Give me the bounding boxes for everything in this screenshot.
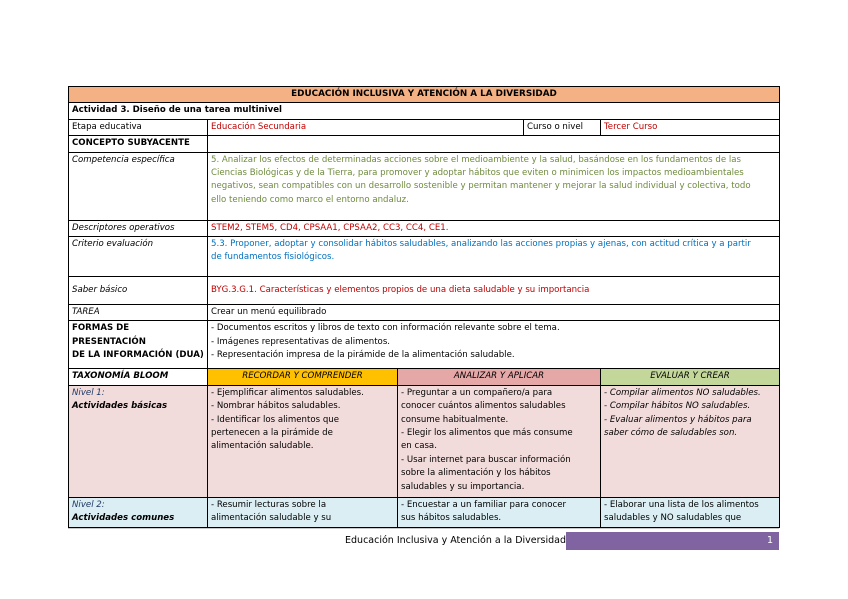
level1-row (69, 385, 780, 497)
col-header-analyze: ANALIZAR Y APLICAR (398, 369, 601, 385)
level2-col3 (601, 497, 780, 527)
activity-table (68, 86, 780, 528)
taxonomy-header-row (69, 369, 780, 385)
concept-row (69, 136, 780, 152)
level1-col1-line: alimentación saludable. (211, 441, 314, 452)
level1-col1-line: pertenecen a la pirámide de (211, 428, 333, 439)
footer-text: Educación Inclusiva y Atención a la Diversidad (345, 535, 566, 546)
descriptors-label: Descriptores operativos (69, 220, 208, 236)
level1-sub: Actividades básicas (72, 401, 168, 412)
level2-col2-line: sus hábitos saludables. (401, 513, 502, 524)
level1-col2-line: - Elegir los alimentos que más consume (401, 428, 573, 439)
level1-col1-line: - Identificar los alimentos que (211, 414, 340, 425)
competence-line: negativos, sean compatibles con un desarrollo sostenible y permitan mantener y mejorar la salud individual y colectiva, todo (211, 181, 751, 192)
level2-col1-line: alimentación saludable y su (211, 513, 332, 524)
competence-line: ello teniendo como marco el entorno andaluz. (211, 194, 409, 205)
descriptors-value: STEM2, STEM5, CD4, CPSAA1, CPSAA2, CC3, CC4, CE1. (208, 220, 780, 236)
table-title: EDUCACIÓN INCLUSIVA Y ATENCIÓN A LA DIVERSIDAD (69, 87, 780, 103)
stage-value: Educación Secundaria (208, 119, 524, 135)
level1-col3-line: - Compilar hábitos NO saludables. (604, 401, 751, 412)
footer-divider (68, 528, 779, 529)
formats-line: - Imágenes representativas de alimentos. (211, 336, 391, 347)
formats-value (208, 321, 780, 369)
criterion-label: Criterio evaluación (69, 237, 208, 277)
level1-col2-line: saludables y su importancia. (401, 481, 525, 492)
level2-col2-line: - Encuestar a un familiar para conocer (401, 499, 567, 510)
knowledge-label: Saber básico (69, 277, 208, 305)
level2-col3-line: - Elaborar una lista de los alimentos (604, 499, 759, 510)
level2-col1-line: - Resumir lecturas sobre la (211, 499, 327, 510)
formats-label (69, 321, 208, 369)
knowledge-value: BYG.3.G.1. Características y elementos propios de una dieta saludable y su importancia (208, 277, 780, 305)
level1-col1-line: - Nombrar hábitos saludables. (211, 401, 341, 412)
competence-line: Ciencias Biológicas y de la Tierra, para promover y adoptar hábitos que eviten o minimicen los impactos medioambientales (211, 168, 744, 179)
level1-col3-line: - Compilar alimentos NO saludables. (604, 387, 761, 398)
formats-row (69, 321, 780, 369)
course-value: Tercer Curso (601, 119, 780, 135)
level1-col2-line: - Usar internet para buscar información (401, 454, 571, 465)
level2-col2 (398, 497, 601, 527)
formats-line: - Representación impresa de la pirámide de la alimentación saludable. (211, 350, 515, 361)
taxonomy-label: TAXONOMÍA BLOOM (69, 369, 208, 385)
level1-col2-line: en casa. (401, 441, 437, 452)
competence-row (69, 152, 780, 220)
criterion-line: 5.3. Proponer, adoptar y consolidar hábitos saludables, analizando las acciones propias y ajenas, con actitud crítica y a partir (211, 239, 751, 250)
concept-value (208, 136, 780, 152)
level1-col2-line: - Preguntar a un compañero/a para (401, 387, 553, 398)
task-value: Crear un menú equilibrado (208, 305, 780, 321)
level2-col1 (208, 497, 398, 527)
page-number: 1 (566, 532, 779, 550)
task-label: TAREA (69, 305, 208, 321)
level2-name: Nivel 2: (72, 499, 105, 510)
competence-value (208, 152, 780, 220)
competence-label: Competencia específica (69, 152, 208, 220)
concept-label: CONCEPTO SUBYACENTE (69, 136, 208, 152)
level1-col3-line: saber cómo de saludables son. (604, 428, 738, 439)
competence-line: 5. Analizar los efectos de determinadas acciones sobre el medioambiente y la salud, basándose en los fundamentos de las (211, 154, 741, 165)
col-header-evaluate: EVALUAR Y CREAR (601, 369, 780, 385)
level1-label (69, 385, 208, 497)
level2-label (69, 497, 208, 527)
descriptors-row (69, 220, 780, 236)
formats-line: - Documentos escritos y libros de texto con información relevante sobre el tema. (211, 323, 560, 334)
title-row (69, 87, 780, 103)
level2-row (69, 497, 780, 527)
level1-col3 (601, 385, 780, 497)
level1-col3-line: - Evaluar alimentos y hábitos para (604, 414, 752, 425)
activity-row (69, 103, 780, 119)
course-label: Curso o nivel (524, 119, 601, 135)
formats-label-line: FORMAS DE PRESENTACIÓN (72, 323, 146, 347)
level1-col1-line: - Ejemplificar alimentos saludables. (211, 387, 364, 398)
knowledge-row (69, 277, 780, 305)
stage-row (69, 119, 780, 135)
level1-col2-line: consume habitualmente. (401, 414, 509, 425)
activity-title: Actividad 3. Diseño de una tarea multinivel (69, 103, 780, 119)
criterion-row (69, 237, 780, 277)
level1-name: Nivel 1: (72, 387, 105, 398)
level2-col3-line: saludables y NO saludables que (604, 513, 742, 524)
criterion-value (208, 237, 780, 277)
level1-col2-line: conocer cuántos alimentos saludables (401, 401, 566, 412)
formats-label-line: DE LA INFORMACIÓN (DUA) (72, 350, 204, 361)
criterion-line: de fundamentos fisiológicos. (211, 252, 335, 263)
level2-sub: Actividades comunes (72, 513, 175, 524)
task-row (69, 305, 780, 321)
level1-col2-line: sobre la alimentación y los hábitos (401, 468, 551, 479)
level1-col2 (398, 385, 601, 497)
level1-col1 (208, 385, 398, 497)
stage-label: Etapa educativa (69, 119, 208, 135)
col-header-remember: RECORDAR Y COMPRENDER (208, 369, 398, 385)
